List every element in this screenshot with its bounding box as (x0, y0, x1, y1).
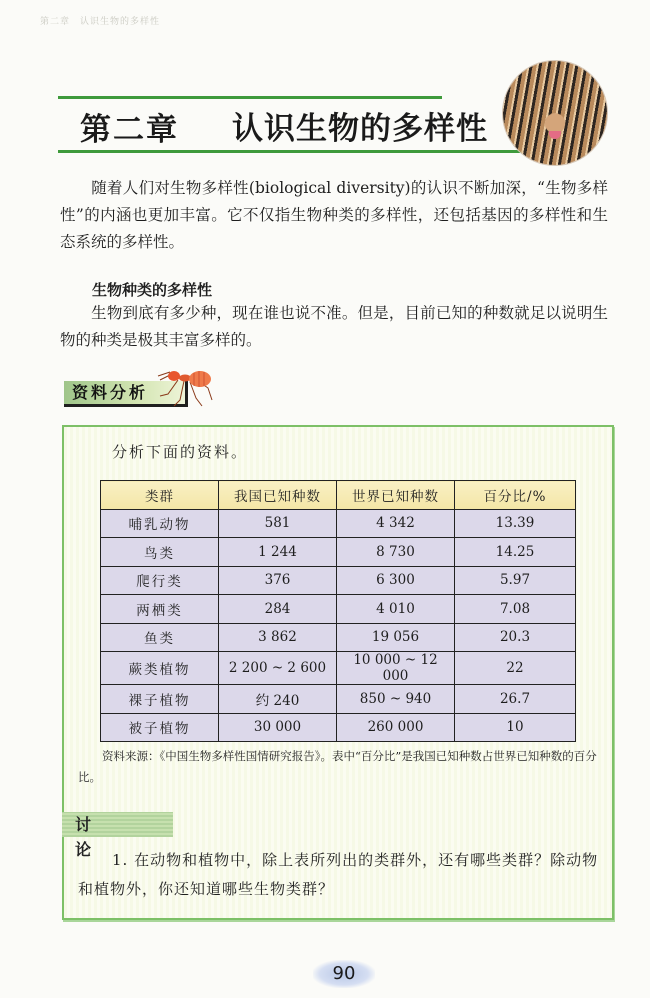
cell-percent: 26.7 (455, 685, 576, 714)
tiger-photo (503, 61, 607, 165)
cell-group: 蕨类植物 (101, 652, 219, 685)
cell-china-count: 30 000 (219, 713, 337, 742)
cell-percent: 5.97 (455, 566, 576, 595)
cell-china-count: 284 (219, 595, 337, 624)
cell-china-count: 3 862 (219, 623, 337, 652)
cell-percent: 13.39 (455, 509, 576, 538)
running-header: 第二章 认识生物的多样性 (40, 17, 161, 27)
cell-china-count: 376 (219, 566, 337, 595)
discussion-question-1: 1. 在动物和植物中，除上表所列出的类群外，还有哪些类群？除动物和植物外，你还知道哪些生物类群？ (78, 851, 599, 898)
table-row (101, 685, 576, 714)
analysis-intro: 分析下面的资料。 (112, 443, 249, 461)
page-number: 90 (313, 960, 375, 988)
cell-world-count: 8 730 (337, 538, 455, 567)
cell-group: 被子植物 (101, 713, 219, 742)
ant-icon (150, 366, 220, 408)
cell-world-count: 260 000 (337, 713, 455, 742)
cell-world-count: 4 010 (337, 595, 455, 624)
cell-group: 哺乳动物 (101, 509, 219, 538)
cell-percent: 20.3 (455, 623, 576, 652)
cell-group: 爬行类 (101, 566, 219, 595)
data-source-note: 资料来源：《中国生物多样性国情研究报告》。表中“百分比”是我国已知种数占世界已知种数的百分比。 (78, 749, 597, 784)
data-analysis-tag: 资料分析 (64, 381, 188, 407)
table-row (101, 623, 576, 652)
header-world-count: 世界已知种数 (337, 481, 455, 510)
species-table (100, 480, 576, 742)
cell-group: 两栖类 (101, 595, 219, 624)
discussion-tag: 讨 论 (62, 812, 173, 837)
cell-percent: 7.08 (455, 595, 576, 624)
chapter-number: 第二章 (80, 112, 179, 148)
header-percent: 百分比/% (455, 481, 576, 510)
cell-percent: 14.25 (455, 538, 576, 567)
cell-china-count: 2 200 ~ 2 600 (219, 652, 337, 685)
cell-china-count: 约 240 (219, 685, 337, 714)
cell-group: 鱼类 (101, 623, 219, 652)
table-row (101, 538, 576, 567)
cell-world-count: 6 300 (337, 566, 455, 595)
table-row (101, 652, 576, 685)
table-row (101, 713, 576, 742)
table-row (101, 595, 576, 624)
cell-percent: 10 (455, 713, 576, 742)
chapter-title: 认识生物的多样性 (232, 111, 488, 147)
table-row (101, 566, 576, 595)
cell-china-count: 581 (219, 509, 337, 538)
section-text: 生物到底有多少种，现在谁也说不准。但是，目前已知的种数就足以说明生物的种类是极其丰富多样的。 (60, 304, 608, 349)
intro-paragraph (60, 175, 608, 256)
section-heading: 生物种类的多样性 (92, 281, 213, 299)
table-row (101, 509, 576, 538)
header-group: 类群 (101, 481, 219, 510)
section-paragraph (60, 300, 608, 354)
cell-china-count: 1 244 (219, 538, 337, 567)
cell-world-count: 19 056 (337, 623, 455, 652)
header-china-count: 我国已知种数 (219, 481, 337, 510)
cell-world-count: 850 ~ 940 (337, 685, 455, 714)
cell-percent: 22 (455, 652, 576, 685)
cell-world-count: 10 000 ~ 12 000 (337, 652, 455, 685)
intro-text: 随着人们对生物多样性(biological diversity)的认识不断加深，“生物多样性”的内涵也更加丰富。它不仅指生物种类的多样性，还包括基因的多样性和生态系统的多样性。 (60, 179, 608, 251)
chapter-rule-bottom (58, 150, 528, 153)
cell-world-count: 4 342 (337, 509, 455, 538)
cell-group: 裸子植物 (101, 685, 219, 714)
chapter-rule-top (58, 96, 442, 99)
cell-group: 鸟类 (101, 538, 219, 567)
table-header-row (101, 481, 576, 510)
